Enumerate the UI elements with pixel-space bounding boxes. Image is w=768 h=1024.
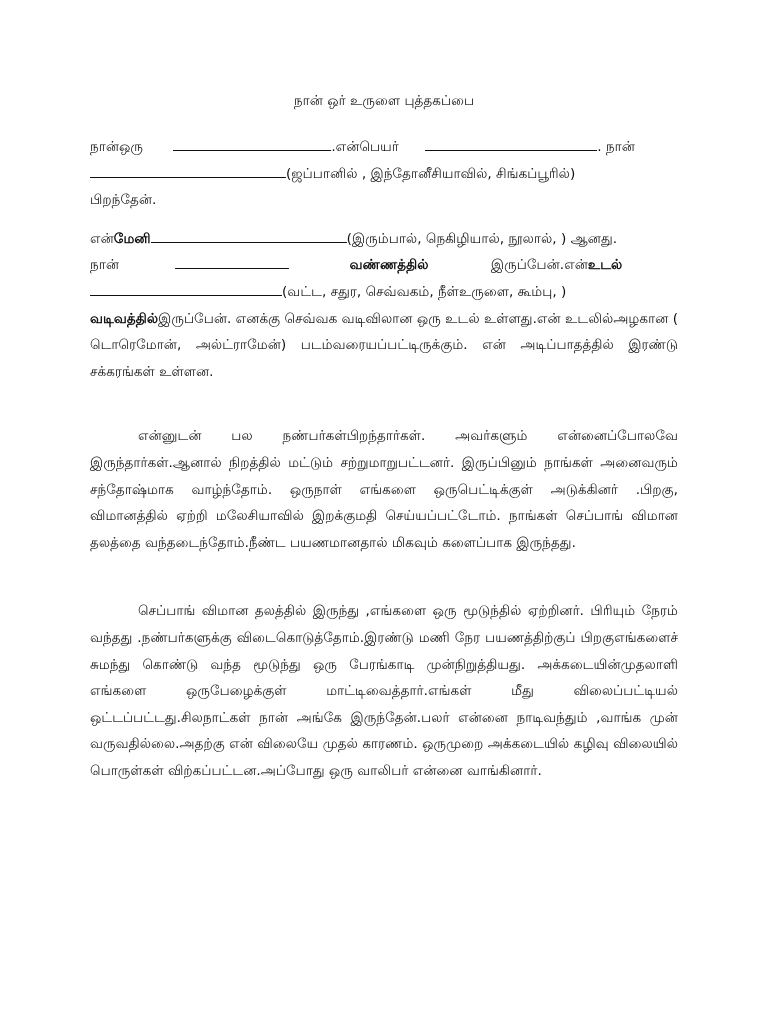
text-segment: நான்ஒரு xyxy=(90,139,143,155)
text-segment: (வட்ட, சதுர, செவ்வகம், நீள்உருளை, கூம்பு, ) xyxy=(282,283,567,300)
bold-word-colour: வண்ணத்தில் xyxy=(349,257,429,274)
paragraph-journey: என்னுடன் பல நண்பர்கள்பிறந்தார்கள். அவர்களும் என்னைப்போலவே இருந்தார்கள்.ஆனால் நிறத்தில் மட்டும் சற்றுமாறுபட்டனர். இருப்பினும் நாங்கள் அனைவரும் சந்தோஷ்மாக வாழ்ந்தோம். ஒருநாள் எங்களை ஒருபெட்டிக்குள் அடுக்கினர் .பிறகு, விமானத்தில் ஏற்றி மலேசியாவில் இறக்குமதி செய்யப்பட்டோம். நாங்கள் செப்பாங் விமான தலத்தை வந்தடைந்தோம்.நீண்ட பயணமானதால் மிகவும் களைப்பாக இருந்தது. xyxy=(90,428,678,551)
document-body xyxy=(90,88,678,784)
bold-word-form: வடிவத்தில் xyxy=(90,310,159,327)
text-segment: (இரும்பால், நெகிழியால், நூலால், ) ஆனது. xyxy=(346,230,618,247)
text-segment: என் xyxy=(90,230,114,247)
text-segment: பிறந்தேன். xyxy=(90,192,157,209)
text-segment: (ஜப்பானில் , இந்தோனீசியாவில், சிங்கப்பூரில்) xyxy=(286,165,576,182)
document-title: நான் ஒர் உருளை புத்தகப்பை xyxy=(293,93,475,109)
text-segment: .என்பெயர் xyxy=(331,139,399,155)
bold-word-shape: உடல் xyxy=(587,257,623,274)
text-segment: . நான் xyxy=(597,139,635,155)
fill-blank-shape xyxy=(90,282,282,296)
text-segment: நான் xyxy=(90,257,120,274)
text-segment: இருப்பேன்.என் xyxy=(490,257,588,274)
text-segment: இருப்பேன். எனக்கு செவ்வக வடிவிலான ஒரு உடல் உள்ளது.என் உடலில்அழகான ( டொரெமோன், அல்ட்ராமேன்) படம்வரையப்பட்டிருக்கும். என் அடிப்பாதத்தில் இரண்டு சக்கரங்கள் உள்ளன. xyxy=(90,310,678,380)
bold-word-body: மேனி xyxy=(113,230,151,247)
fill-blank-material xyxy=(151,229,347,243)
paragraph-description xyxy=(90,226,678,386)
fill-blank-colour xyxy=(175,255,289,269)
fill-blank-name-2 xyxy=(425,137,597,151)
paragraph-intro xyxy=(90,134,678,214)
fill-blank-name-1 xyxy=(173,137,331,151)
fill-blank-country xyxy=(90,164,286,178)
paragraph-shop: செப்பாங் விமான தலத்தில் இருந்து ,எங்களை ஒரு மூடுந்தில் ஏற்றினர். பிரியும் நேரம் வந்தது .நண்பர்களுக்கு விடைகொடுத்தோம்.இரண்டு மணி நேர பயணத்திற்குப் பிறகுஎங்களைச் சுமந்து கொண்டு வந்த மூடுந்து ஒரு பேரங்காடி முன்நிறுத்தியது. அக்கடையின்முதலாளி எங்களை ஒருபேழைக்குள் மாட்டிவைத்தார்.எங்கள் மீது விலைப்பட்டியல் ஒட்டப்பட்டது.சிலநாட்கள் நான் அங்கே இருந்தேன்.பலர் என்னை நாடிவந்தும் ,வாங்க முன் வருவதில்லை.அதற்கு என் விலையே முதல் காரணம். ஒருமுறை அக்கடையில் கழிவு விலையில் பொருள்கள் விற்கப்பட்டன.அப்போது ஒரு வாலிபர் என்னை வாங்கினார். xyxy=(90,603,678,779)
